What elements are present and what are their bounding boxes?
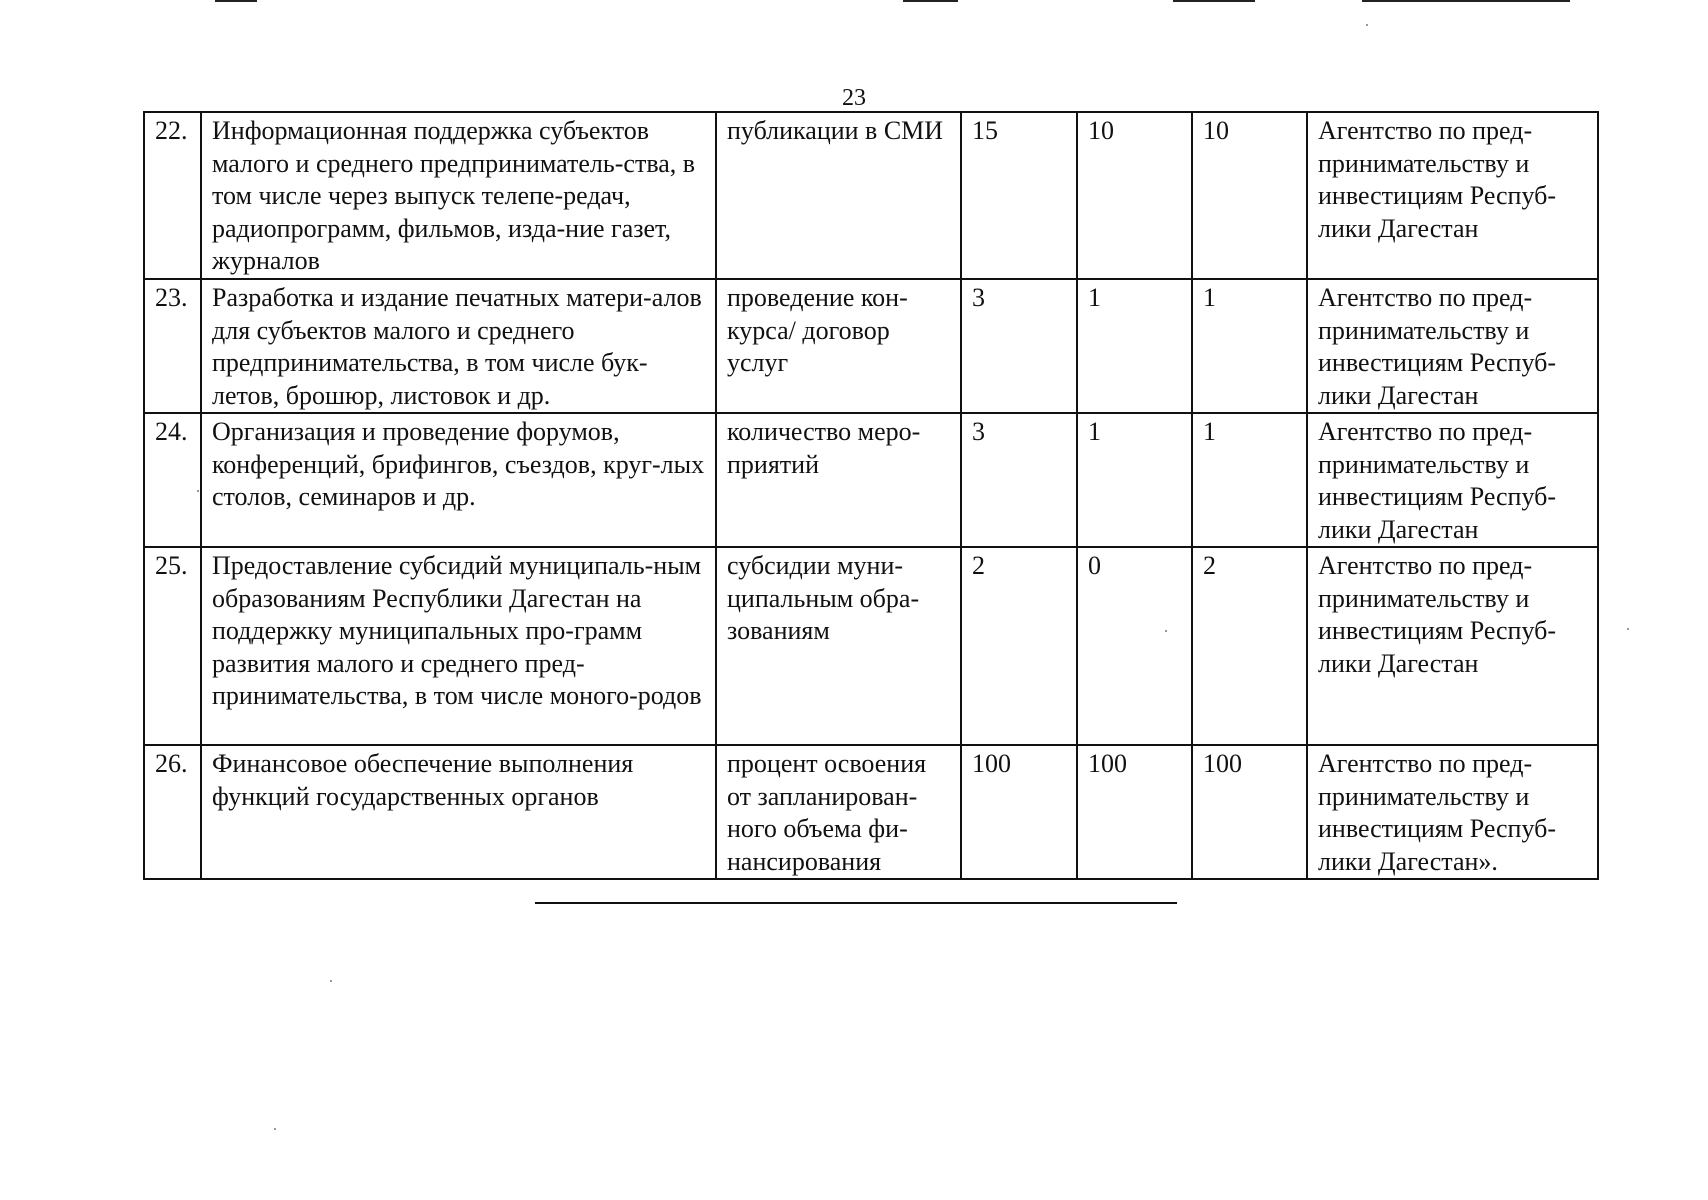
indicator-cell: количество меро-приятий	[716, 413, 961, 547]
closing-rule	[535, 902, 1177, 904]
row-number: 26.	[144, 745, 201, 879]
value-cell: 2	[1192, 547, 1307, 745]
activity-cell: Организация и проведение форумов, конференций, брифингов, съездов, круг-лых столов, семинаров и др.	[201, 413, 716, 547]
value-cell: 100	[961, 745, 1077, 879]
value-cell: 3	[961, 413, 1077, 547]
value-cell: 10	[1077, 112, 1192, 279]
activities-table	[143, 111, 1599, 880]
scan-speck	[274, 1128, 276, 1130]
table-row	[144, 547, 1598, 745]
table-row	[144, 279, 1598, 413]
value-cell: 1	[1192, 413, 1307, 547]
row-number: 22.	[144, 112, 201, 279]
scan-speck	[1366, 24, 1368, 26]
responsible-cell: Агентство по пред-принимательству и инвестициям Респуб-лики Дагестан	[1307, 279, 1598, 413]
activity-cell: Разработка и издание печатных матери-алов для субъектов малого и среднего предпринимательства, в том числе бук-летов, брошюр, листовок и др.	[201, 279, 716, 413]
activity-cell: Информационная поддержка субъектов малого и среднего предприниматель-ства, в том числе через выпуск телепе-редач, радиопрограмм, фильмов, изда-ние газет, журналов	[201, 112, 716, 279]
responsible-cell: Агентство по пред-принимательству и инвестициям Респуб-лики Дагестан».	[1307, 745, 1598, 879]
scan-artifact-line	[1173, 0, 1255, 2]
scan-speck	[1165, 630, 1167, 632]
activity-cell: Предоставление субсидий муниципаль-ным образованиям Республики Дагестан на поддержку муниципальных про-грамм развития малого и среднего пред-принимательства, в том числе моного-родов	[201, 547, 716, 745]
scan-speck	[1627, 628, 1629, 630]
scan-artifact-line	[215, 0, 257, 2]
scan-speck	[197, 490, 199, 492]
page-number: 23	[842, 85, 866, 111]
responsible-cell: Агентство по пред-принимательству и инвестициям Респуб-лики Дагестан	[1307, 112, 1598, 279]
table-row	[144, 413, 1598, 547]
value-cell: 100	[1192, 745, 1307, 879]
indicator-cell: проведение кон-курса/ договор услуг	[716, 279, 961, 413]
scan-artifact-line	[1362, 0, 1570, 2]
activity-cell: Финансовое обеспечение выполнения функций государственных органов	[201, 745, 716, 879]
value-cell: 1	[1077, 413, 1192, 547]
value-cell: 10	[1192, 112, 1307, 279]
table-row	[144, 112, 1598, 279]
indicator-cell: субсидии муни-ципальным обра-зованиям	[716, 547, 961, 745]
row-number: 24.	[144, 413, 201, 547]
table-row	[144, 745, 1598, 879]
responsible-cell: Агентство по пред-принимательству и инвестициям Респуб-лики Дагестан	[1307, 547, 1598, 745]
scan-speck	[330, 980, 332, 982]
value-cell: 2	[961, 547, 1077, 745]
indicator-cell: публикации в СМИ	[716, 112, 961, 279]
scan-artifact-line	[903, 0, 958, 2]
value-cell: 15	[961, 112, 1077, 279]
value-cell: 1	[1192, 279, 1307, 413]
value-cell: 100	[1077, 745, 1192, 879]
responsible-cell: Агентство по пред-принимательству и инвестициям Респуб-лики Дагестан	[1307, 413, 1598, 547]
value-cell: 3	[961, 279, 1077, 413]
value-cell: 0	[1077, 547, 1192, 745]
row-number: 23.	[144, 279, 201, 413]
indicator-cell: процент освоения от запланирован-ного объема фи-нансирования	[716, 745, 961, 879]
value-cell: 1	[1077, 279, 1192, 413]
row-number: 25.	[144, 547, 201, 745]
